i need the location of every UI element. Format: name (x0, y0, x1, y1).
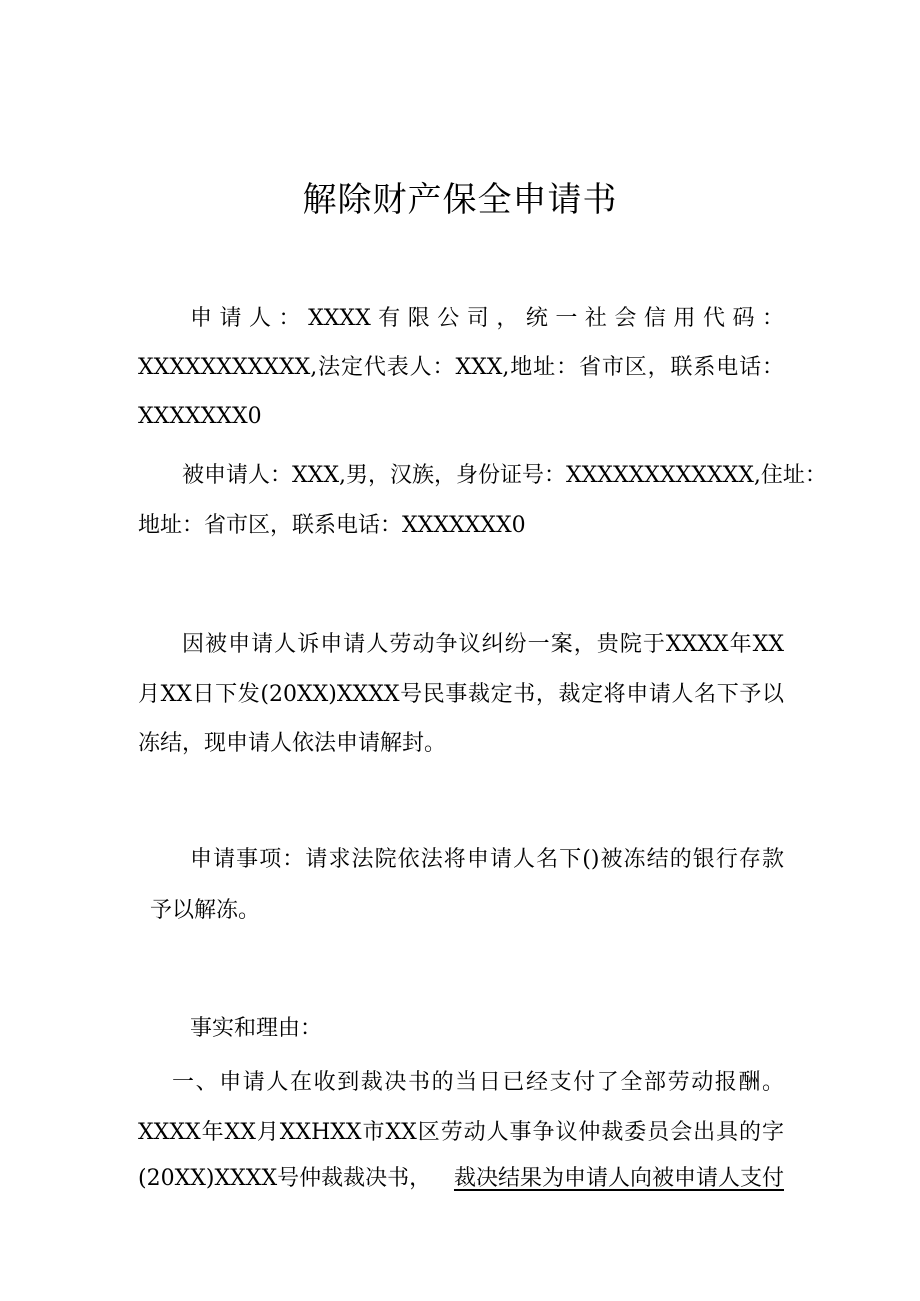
background-line-3: 冻结，现申请人依法申请解封。 (138, 731, 447, 756)
request-line-1: 申请事项：请求法院依法将申请人名下()被冻结的银行存款 (190, 847, 784, 872)
background-line-2: 月XX日下发(20XX)XXXX号民事裁定书，裁定将申请人名下予以 (138, 682, 784, 707)
respondent-line-1: 被申请人：XXX,男，汉族，身份证号：XXXXXXXXXXXX,住址： (182, 463, 827, 488)
facts-line-3-plain: (20XX)XXXX号仲裁裁决书， (138, 1166, 432, 1191)
respondent-line-2: 地址：省市区，联系电话：XXXXXXX0 (138, 513, 526, 538)
request-line-2: 予以解冻。 (150, 898, 261, 923)
applicant-line-3: XXXXXXX0 (138, 404, 262, 429)
document-title: 解除财产保全申请书 (302, 180, 618, 220)
background-line-1: 因被申请人诉申请人劳动争议纠纷一案，贵院于XXXX年XX (182, 632, 784, 657)
applicant-line-2: XXXXXXXXXXX,法定代表人：XXX,地址：省市区，联系电话： (138, 355, 784, 380)
facts-line-3 (138, 1163, 784, 1195)
facts-line-1: 一、申请人在收到裁决书的当日已经支付了全部劳动报酬。 (172, 1070, 784, 1095)
facts-heading: 事实和理由： (190, 1016, 323, 1041)
applicant-line-1: 申请人：XXXX有限公司，统一社会信用代码： (190, 306, 784, 331)
facts-line-2: XXXX年XX月XXHXX市XX区劳动人事争议仲裁委员会出具的字 (138, 1120, 784, 1145)
facts-line-3-underlined: 裁决结果为申请人向被申请人支付 (453, 1166, 784, 1191)
